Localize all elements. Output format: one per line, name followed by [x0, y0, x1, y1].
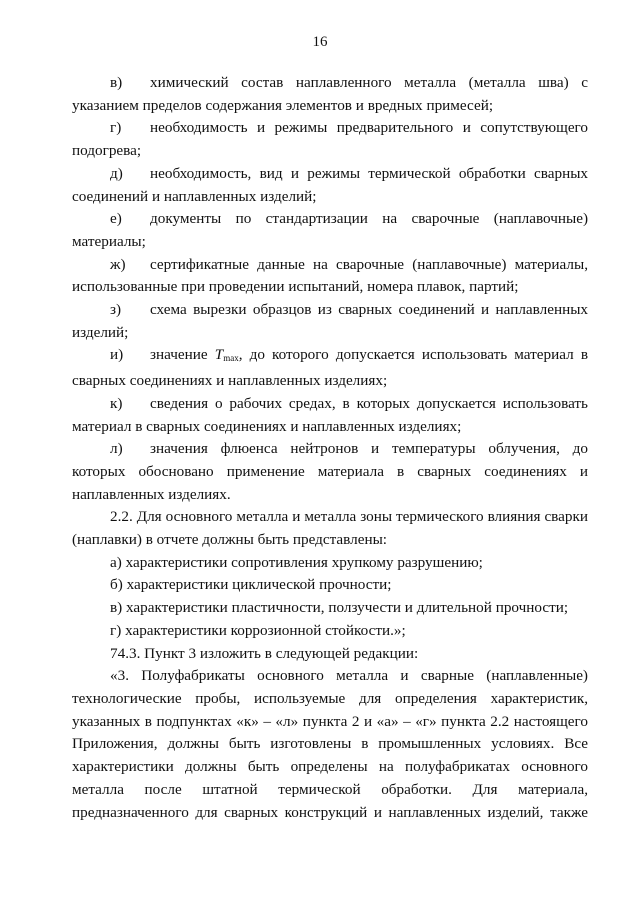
sub-item-a: а) характеристики сопротивления хрупкому разрушению;	[110, 553, 483, 571]
list-item-i	[72, 344, 588, 392]
list-item-z	[72, 299, 588, 344]
list-marker: ж)	[110, 255, 126, 273]
list-item-text-cont: , до которого допускается использовать материал в сварных соединениях и наплавленных изделиях;	[72, 346, 588, 390]
list-item-text: документы по стандартизации на сварочные (наплавочные) материалы;	[72, 210, 588, 250]
sub-item-b: б) характеристики циклической прочности;	[110, 576, 392, 594]
list-item-e	[72, 208, 588, 253]
list-item-g	[72, 117, 588, 162]
symbol-subscript: max	[223, 353, 239, 364]
list-marker: к)	[110, 394, 123, 412]
list-marker: з)	[110, 301, 122, 319]
list-item-text: значения флюенса нейтронов и температуры облучения, до которых обосновано применение материала в сварных соединениях и наплавленных изделиях.	[72, 440, 588, 503]
list-item-zh	[72, 254, 588, 299]
quote-paragraph: «3. Полуфабрикаты основного металла и сварные (наплавленные) технологические пробы, используемые для определения характеристик, указанных в подпунктах «к» – «л» пункта 2 и «а» – «г» пункта 2.2 настоящего Приложения, должны быть изготовлены в промышленных условиях. Все характеристики должны быть определены на полуфабрикатах основного металла после штатной термической обработки. Для материала, предназначенного для сварных конструкций и наплавленных изделий, также	[72, 667, 588, 821]
list-item-text: значение	[150, 346, 215, 364]
list-item-v	[72, 72, 588, 117]
document-body	[72, 72, 588, 824]
list-marker: д)	[110, 164, 123, 182]
page-number: 16	[312, 34, 328, 50]
section-2-2-paragraph: 2.2. Для основного металла и металла зоны термического влияния сварки (наплавки) в отчете должны быть представлены:	[72, 508, 588, 549]
list-marker: л)	[110, 440, 123, 458]
list-item-l	[72, 438, 588, 506]
list-marker: и)	[110, 346, 124, 364]
list-item-d	[72, 163, 588, 208]
list-marker: в)	[110, 74, 123, 91]
symbol-t: T	[214, 346, 224, 364]
list-item-text: схема вырезки образцов из сварных соединений и наплавленных изделий;	[72, 301, 588, 341]
sub-item-v: в) характеристики пластичности, ползучести и длительной прочности;	[110, 599, 569, 617]
list-item-text: необходимость, вид и режимы термической обработки сварных соединений и наплавленных изделий;	[72, 164, 588, 205]
point-74-3-paragraph: 74.3. Пункт 3 изложить в следующей редакции:	[110, 644, 419, 662]
list-item-text: необходимость и режимы предварительного и сопутствующего подогрева;	[72, 119, 588, 160]
list-item-text: сведения о рабочих средах, в которых допускается использовать материал в сварных соединениях и наплавленных изделиях;	[72, 394, 588, 435]
sub-item-g: г) характеристики коррозионной стойкости.»;	[110, 621, 406, 639]
list-marker: е)	[110, 210, 122, 228]
list-item-k	[72, 393, 588, 438]
list-item-text: химический состав наплавленного металла (металла шва) с указанием пределов содержания элементов и вредных примесей;	[72, 74, 588, 114]
list-marker: г)	[110, 119, 122, 137]
list-item-text: сертификатные данные на сварочные (наплавочные) материалы, использованные при проведении испытаний, номера плавок, партий;	[72, 255, 588, 296]
